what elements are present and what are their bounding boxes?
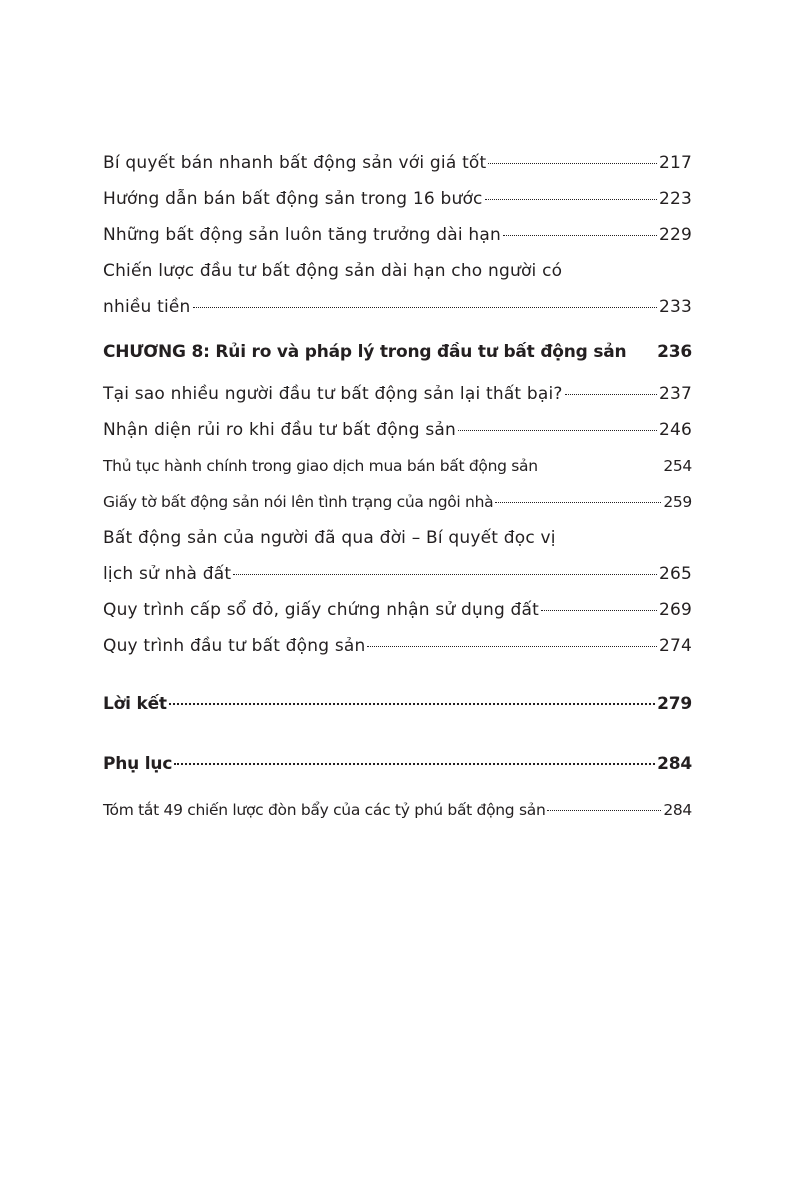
toc-entry[interactable] <box>103 792 692 828</box>
toc-entry-line2[interactable] <box>103 556 692 592</box>
chapter-heading[interactable] <box>103 334 692 370</box>
dot-leader <box>547 810 661 811</box>
section-heading-phu-luc[interactable] <box>103 746 692 782</box>
dot-leader <box>193 307 657 308</box>
section-page: 284 <box>657 754 692 774</box>
toc-entry[interactable] <box>103 181 692 217</box>
dot-leader <box>503 235 657 236</box>
dot-leader <box>565 394 657 395</box>
toc-entry-page: 246 <box>658 420 692 440</box>
toc-entry-page: 229 <box>658 225 692 245</box>
section-heading-loi-ket[interactable] <box>103 686 692 722</box>
spacer <box>103 722 692 746</box>
toc-entry-page: 274 <box>658 636 692 656</box>
toc-entry-title: Những bất động sản luôn tăng trưởng dài hạn <box>103 225 501 245</box>
chapter-page: 236 <box>657 342 692 362</box>
spacer <box>103 664 692 686</box>
toc-entry-page: 265 <box>658 564 692 584</box>
toc-entry-title: Tóm tắt 49 chiến lược đòn bẩy của các tỷ phú bất động sản <box>103 801 546 819</box>
dot-leader <box>367 646 656 647</box>
toc-entry-line1[interactable] <box>103 520 692 556</box>
chapter-title: CHƯƠNG 8: Rủi ro và pháp lý trong đầu tư bất động sản <box>103 342 627 362</box>
toc-entry-page: 237 <box>658 384 692 404</box>
toc-entry[interactable] <box>103 217 692 253</box>
toc-entry-title: Tại sao nhiều người đầu tư bất động sản lại thất bại? <box>103 384 563 404</box>
dot-leader <box>174 763 655 765</box>
toc-entry-page: 223 <box>658 189 692 209</box>
toc-entry[interactable] <box>103 484 692 520</box>
dot-leader <box>458 430 657 431</box>
toc-entry-page: 269 <box>658 600 692 620</box>
toc-entry-title: Nhận diện rủi ro khi đầu tư bất động sản <box>103 420 457 440</box>
section-page: 279 <box>657 694 692 714</box>
toc-entry-title-line1: Chiến lược đầu tư bất động sản dài hạn cho người có <box>103 261 563 281</box>
section-title: Phụ lục <box>103 754 173 774</box>
toc-entry-title: Quy trình đầu tư bất động sản <box>103 636 366 656</box>
dot-leader <box>495 502 661 503</box>
section-title: Lời kết <box>103 694 167 714</box>
dot-leader <box>488 163 657 164</box>
toc-entry-title-line2: nhiều tiền <box>103 297 191 317</box>
toc-entry-title: Bí quyết bán nhanh bất động sản với giá tốt <box>103 153 487 173</box>
toc-entry-page: 259 <box>663 493 692 511</box>
toc-entry[interactable] <box>103 376 692 412</box>
toc-entry-title: Hướng dẫn bán bất động sản trong 16 bước <box>103 189 483 209</box>
toc-entry[interactable] <box>103 592 692 628</box>
toc-entry-title-line2: lịch sử nhà đất <box>103 564 232 584</box>
dot-leader <box>233 574 657 575</box>
dot-leader <box>541 610 657 611</box>
toc-entry-title: Giấy tờ bất động sản nói lên tình trạng của ngôi nhà <box>103 493 494 511</box>
toc-entry-page: 233 <box>658 297 692 317</box>
toc-entry[interactable] <box>103 628 692 664</box>
toc-entry-page: 254 <box>663 457 692 475</box>
toc-entry-title: Quy trình cấp sổ đỏ, giấy chứng nhận sử dụng đất <box>103 600 540 620</box>
toc-entry-title-line1: Bất động sản của người đã qua đời – Bí quyết đọc vị <box>103 528 556 548</box>
spacer <box>103 782 692 792</box>
table-of-contents <box>103 145 692 828</box>
toc-entry[interactable] <box>103 412 692 448</box>
toc-entry-line1[interactable] <box>103 253 692 289</box>
toc-entry-page: 284 <box>663 801 692 819</box>
toc-entry[interactable] <box>103 448 692 484</box>
toc-entry-page: 217 <box>658 153 692 173</box>
toc-entry-line2[interactable] <box>103 289 692 325</box>
dot-leader <box>169 703 655 705</box>
dot-leader <box>485 199 657 200</box>
toc-entry-title: Thủ tục hành chính trong giao dịch mua bán bất động sản <box>103 457 538 475</box>
toc-entry[interactable] <box>103 145 692 181</box>
